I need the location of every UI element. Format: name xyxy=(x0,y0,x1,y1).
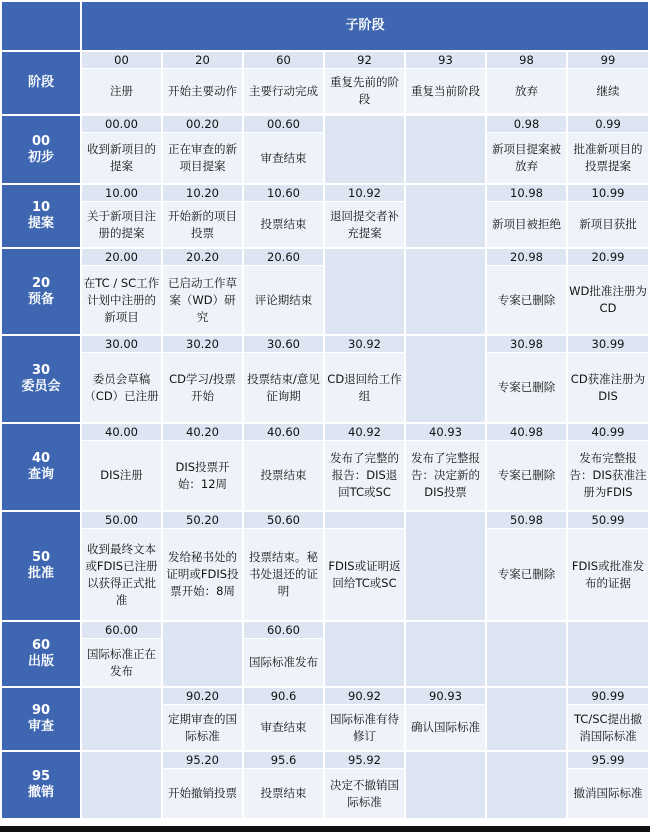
substage-code: 00.00 xyxy=(82,116,161,133)
substage-cell xyxy=(487,512,566,620)
substage-description: DIS注册 xyxy=(82,441,161,510)
substage-code: 30.60 xyxy=(244,336,323,353)
substage-cell xyxy=(325,688,404,750)
footer-bar xyxy=(0,826,650,832)
empty-cell xyxy=(406,512,485,620)
substage-code: 0.98 xyxy=(487,116,566,133)
substage-cell xyxy=(325,185,404,247)
substage-cell xyxy=(568,336,648,422)
substage-code: 60.60 xyxy=(244,622,323,639)
substage-code: 20.98 xyxy=(487,249,566,266)
substage-cell xyxy=(568,688,648,750)
substage-cell xyxy=(244,622,323,686)
substage-code: 50.20 xyxy=(163,512,242,529)
empty-cell xyxy=(325,622,404,686)
substage-cell xyxy=(163,116,242,183)
substage-description: 评论期结束 xyxy=(244,266,323,334)
substage-cell xyxy=(244,688,323,750)
substage-description: 专案已删除 xyxy=(487,529,566,620)
substage-code: 30.00 xyxy=(82,336,161,353)
column-name: 重复先前的阶段 xyxy=(325,69,404,113)
substage-code: 40.60 xyxy=(244,424,323,441)
stage-code: 60 xyxy=(31,638,51,653)
substage-cell xyxy=(244,424,323,510)
stage-row-header-20 xyxy=(2,249,80,334)
substage-cell xyxy=(325,752,404,818)
substage-cell xyxy=(244,116,323,183)
substage-description: 确认国际标准 xyxy=(406,705,485,750)
substage-code: 20.00 xyxy=(82,249,161,266)
substage-description: 正在审查的新项目提案 xyxy=(163,133,242,183)
stage-header: 阶段 xyxy=(2,52,80,114)
substage-code: 90.99 xyxy=(568,688,648,705)
substage-cell xyxy=(163,688,242,750)
substage-description: 开始新的项目投票 xyxy=(163,202,242,247)
substage-cell xyxy=(325,512,404,620)
substage-cell xyxy=(568,512,648,620)
empty-cell xyxy=(163,622,242,686)
substage-description: 收到最终文本或FDIS已注册以获得正式批准 xyxy=(82,529,161,620)
substage-description: DIS投票开始：12周 xyxy=(163,441,242,510)
substage-cell xyxy=(82,336,161,422)
column-code: 99 xyxy=(568,52,648,69)
substage-cell xyxy=(568,424,648,510)
substage-code: 40.92 xyxy=(325,424,404,441)
substage-description: 国际标准有待修订 xyxy=(325,705,404,750)
stage-row-header-40 xyxy=(2,424,80,510)
stage-code: 00 xyxy=(31,133,51,149)
substage-description: 决定不撤销国际标准 xyxy=(325,769,404,818)
substage-column-99 xyxy=(568,52,648,114)
substage-code: 50.60 xyxy=(244,512,323,529)
substage-description: 审查结束 xyxy=(244,705,323,750)
substage-description: 投票结束 xyxy=(244,202,323,247)
substage-code: 40.00 xyxy=(82,424,161,441)
substage-cell xyxy=(244,512,323,620)
stage-row-header-30 xyxy=(2,336,80,422)
substage-code: 50.99 xyxy=(568,512,648,529)
substage-code: 40.20 xyxy=(163,424,242,441)
substage-cell xyxy=(82,512,161,620)
stage-name: 提案 xyxy=(27,216,54,231)
empty-cell xyxy=(487,622,566,686)
substage-code: 30.92 xyxy=(325,336,404,353)
substage-description: FDIS或批准发布的证据 xyxy=(568,529,648,620)
substage-description: 已启动工作草案（WD）研究 xyxy=(163,266,242,334)
substage-cell xyxy=(82,249,161,334)
stage-row-header-00 xyxy=(2,116,80,183)
column-name: 开始主要动作 xyxy=(163,69,242,113)
substage-cell xyxy=(406,424,485,510)
substage-code: 95.20 xyxy=(163,752,242,769)
empty-cell xyxy=(406,249,485,334)
substage-column-98 xyxy=(487,52,566,114)
substage-code: 30.20 xyxy=(163,336,242,353)
empty-cell xyxy=(406,336,485,422)
substage-cell xyxy=(82,116,161,183)
column-code: 93 xyxy=(406,52,485,69)
substage-code: 00.20 xyxy=(163,116,242,133)
substage-description: 审查结束 xyxy=(244,133,323,183)
substage-column-92 xyxy=(325,52,404,114)
stage-name: 初步 xyxy=(27,149,54,165)
substage-description: 发布了完整报告：决定新的DIS投票 xyxy=(406,441,485,510)
empty-cell xyxy=(325,249,404,334)
substage-code: 40.98 xyxy=(487,424,566,441)
substage-cell xyxy=(406,688,485,750)
substage-description: WD批准注册为CD xyxy=(568,266,648,334)
substage-description: 新项目获批 xyxy=(568,202,648,247)
stage-row-header-50 xyxy=(2,512,80,620)
substage-code: 10.92 xyxy=(325,185,404,202)
substage-cell xyxy=(163,512,242,620)
substage-description: CD学习/投票开始 xyxy=(163,353,242,422)
substage-description: 新项目提案被放弃 xyxy=(487,133,566,183)
substage-description: 投票结束 xyxy=(244,769,323,818)
corner-cell xyxy=(2,2,80,50)
substage-cell xyxy=(325,424,404,510)
substage-cell xyxy=(163,752,242,818)
substage-cell xyxy=(487,249,566,334)
substage-cell xyxy=(82,424,161,510)
substage-description: TC/SC提出撤消国际标准 xyxy=(568,705,648,750)
substage-description: 发布了完整的报告：DIS退回TC或SC xyxy=(325,441,404,510)
column-name: 注册 xyxy=(82,69,161,113)
substage-cell xyxy=(568,185,648,247)
substage-description: CD退回给工作组 xyxy=(325,353,404,422)
substage-description: 投票结束。秘书处退还的证明 xyxy=(244,529,323,620)
substage-code: 50.00 xyxy=(82,512,161,529)
stage-name: 查询 xyxy=(27,467,54,482)
substage-description: 国际标准正在发布 xyxy=(82,639,161,686)
substage-cell xyxy=(244,336,323,422)
stage-code: 90 xyxy=(31,703,51,718)
substage-description: 专案已删除 xyxy=(487,441,566,510)
substage-description: 定期审查的国际标准 xyxy=(163,705,242,750)
empty-cell xyxy=(325,116,404,183)
substage-description: 退回提交者补充提案 xyxy=(325,202,404,247)
substage-description: 批准新项目的投票提案 xyxy=(568,133,648,183)
substage-code: 20.20 xyxy=(163,249,242,266)
empty-cell xyxy=(568,622,648,686)
substage-cell xyxy=(568,752,648,818)
column-code: 20 xyxy=(163,52,242,69)
substage-cell xyxy=(487,116,566,183)
substage-cell xyxy=(82,185,161,247)
substage-code: 10.99 xyxy=(568,185,648,202)
substage-code: 20.99 xyxy=(568,249,648,266)
stage-row-header-90 xyxy=(2,688,80,750)
substage-code: 30.98 xyxy=(487,336,566,353)
stage-name: 预备 xyxy=(27,291,54,307)
substage-column-00 xyxy=(82,52,161,114)
substage-column-20 xyxy=(163,52,242,114)
stage-name: 委员会 xyxy=(21,379,61,394)
stage-name: 审查 xyxy=(27,719,54,734)
substage-code: 95.99 xyxy=(568,752,648,769)
stage-row-header-60 xyxy=(2,622,80,686)
substage-code: 10.00 xyxy=(82,185,161,202)
substage-cell xyxy=(163,249,242,334)
substage-cell xyxy=(568,116,648,183)
empty-cell xyxy=(406,116,485,183)
stage-row-header-10 xyxy=(2,185,80,247)
substage-description: 委员会草稿（CD）已注册 xyxy=(82,353,161,422)
stage-row-header-95 xyxy=(2,752,80,818)
substage-description: 投票结束/意见征询期 xyxy=(244,353,323,422)
substage-description: 发布完整报告：DIS获准注册为FDIS xyxy=(568,441,648,510)
empty-cell xyxy=(406,622,485,686)
substage-cell xyxy=(163,185,242,247)
substage-code: 95.92 xyxy=(325,752,404,769)
stage-code: 10 xyxy=(31,200,51,215)
substage-code: 60.00 xyxy=(82,622,161,639)
stage-code: 50 xyxy=(31,550,51,565)
column-code: 00 xyxy=(82,52,161,69)
substage-code: 10.20 xyxy=(163,185,242,202)
substage-code: 00.60 xyxy=(244,116,323,133)
substage-header: 子阶段 xyxy=(82,2,648,50)
empty-cell xyxy=(406,185,485,247)
column-name: 继续 xyxy=(568,69,648,113)
substage-description: FDIS或证明返回给TC或SC xyxy=(325,529,404,620)
stage-name: 批准 xyxy=(27,566,54,581)
substage-code: 95.6 xyxy=(244,752,323,769)
substage-description: 专案已删除 xyxy=(487,353,566,422)
column-code: 92 xyxy=(325,52,404,69)
substage-code: 30.99 xyxy=(568,336,648,353)
substage-description: 收到新项目的提案 xyxy=(82,133,161,183)
substage-code: 90.93 xyxy=(406,688,485,705)
column-name: 重复当前阶段 xyxy=(406,69,485,113)
column-name: 放弃 xyxy=(487,69,566,113)
stage-name: 出版 xyxy=(27,654,54,669)
stage-name: 撤销 xyxy=(27,785,54,800)
substage-code: 40.99 xyxy=(568,424,648,441)
stage-code: 95 xyxy=(31,769,51,784)
substage-description: 新项目被拒绝 xyxy=(487,202,566,247)
stage-code: 20 xyxy=(31,275,51,291)
substage-description: 发给秘书处的证明或FDIS投票开始：8周 xyxy=(163,529,242,620)
substage-code: 90.6 xyxy=(244,688,323,705)
substage-code xyxy=(325,512,404,529)
column-code: 60 xyxy=(244,52,323,69)
substage-description: 国际标准发布 xyxy=(244,639,323,686)
substage-code: 90.20 xyxy=(163,688,242,705)
substage-cell xyxy=(244,185,323,247)
substage-description: 专案已删除 xyxy=(487,266,566,334)
substage-cell xyxy=(487,336,566,422)
substage-column-93 xyxy=(406,52,485,114)
substage-description: CD获准注册为DIS xyxy=(568,353,648,422)
substage-cell xyxy=(325,336,404,422)
empty-cell xyxy=(406,752,485,818)
substage-cell xyxy=(244,249,323,334)
substage-cell xyxy=(163,424,242,510)
substage-code: 0.99 xyxy=(568,116,648,133)
substage-cell xyxy=(163,336,242,422)
substage-description: 在TC / SC工作计划中注册的新项目 xyxy=(82,266,161,334)
substage-code: 90.92 xyxy=(325,688,404,705)
substage-description: 撤消国际标准 xyxy=(568,769,648,818)
substage-column-60 xyxy=(244,52,323,114)
substage-code: 50.98 xyxy=(487,512,566,529)
substage-description: 关于新项目注册的提案 xyxy=(82,202,161,247)
substage-code: 10.98 xyxy=(487,185,566,202)
stage-code: 30 xyxy=(31,363,51,378)
stage-code: 40 xyxy=(31,451,51,466)
empty-cell xyxy=(487,688,566,750)
substage-cell xyxy=(82,622,161,686)
substage-cell xyxy=(568,249,648,334)
empty-cell xyxy=(82,752,161,818)
substage-description: 投票结束 xyxy=(244,441,323,510)
substage-cell xyxy=(487,185,566,247)
substage-code: 10.60 xyxy=(244,185,323,202)
substage-cell xyxy=(487,424,566,510)
substage-code: 40.93 xyxy=(406,424,485,441)
empty-cell xyxy=(487,752,566,818)
column-name: 主要行动完成 xyxy=(244,69,323,113)
substage-cell xyxy=(244,752,323,818)
column-code: 98 xyxy=(487,52,566,69)
substage-code: 20.60 xyxy=(244,249,323,266)
substage-description: 开始撤销投票 xyxy=(163,769,242,818)
empty-cell xyxy=(82,688,161,750)
